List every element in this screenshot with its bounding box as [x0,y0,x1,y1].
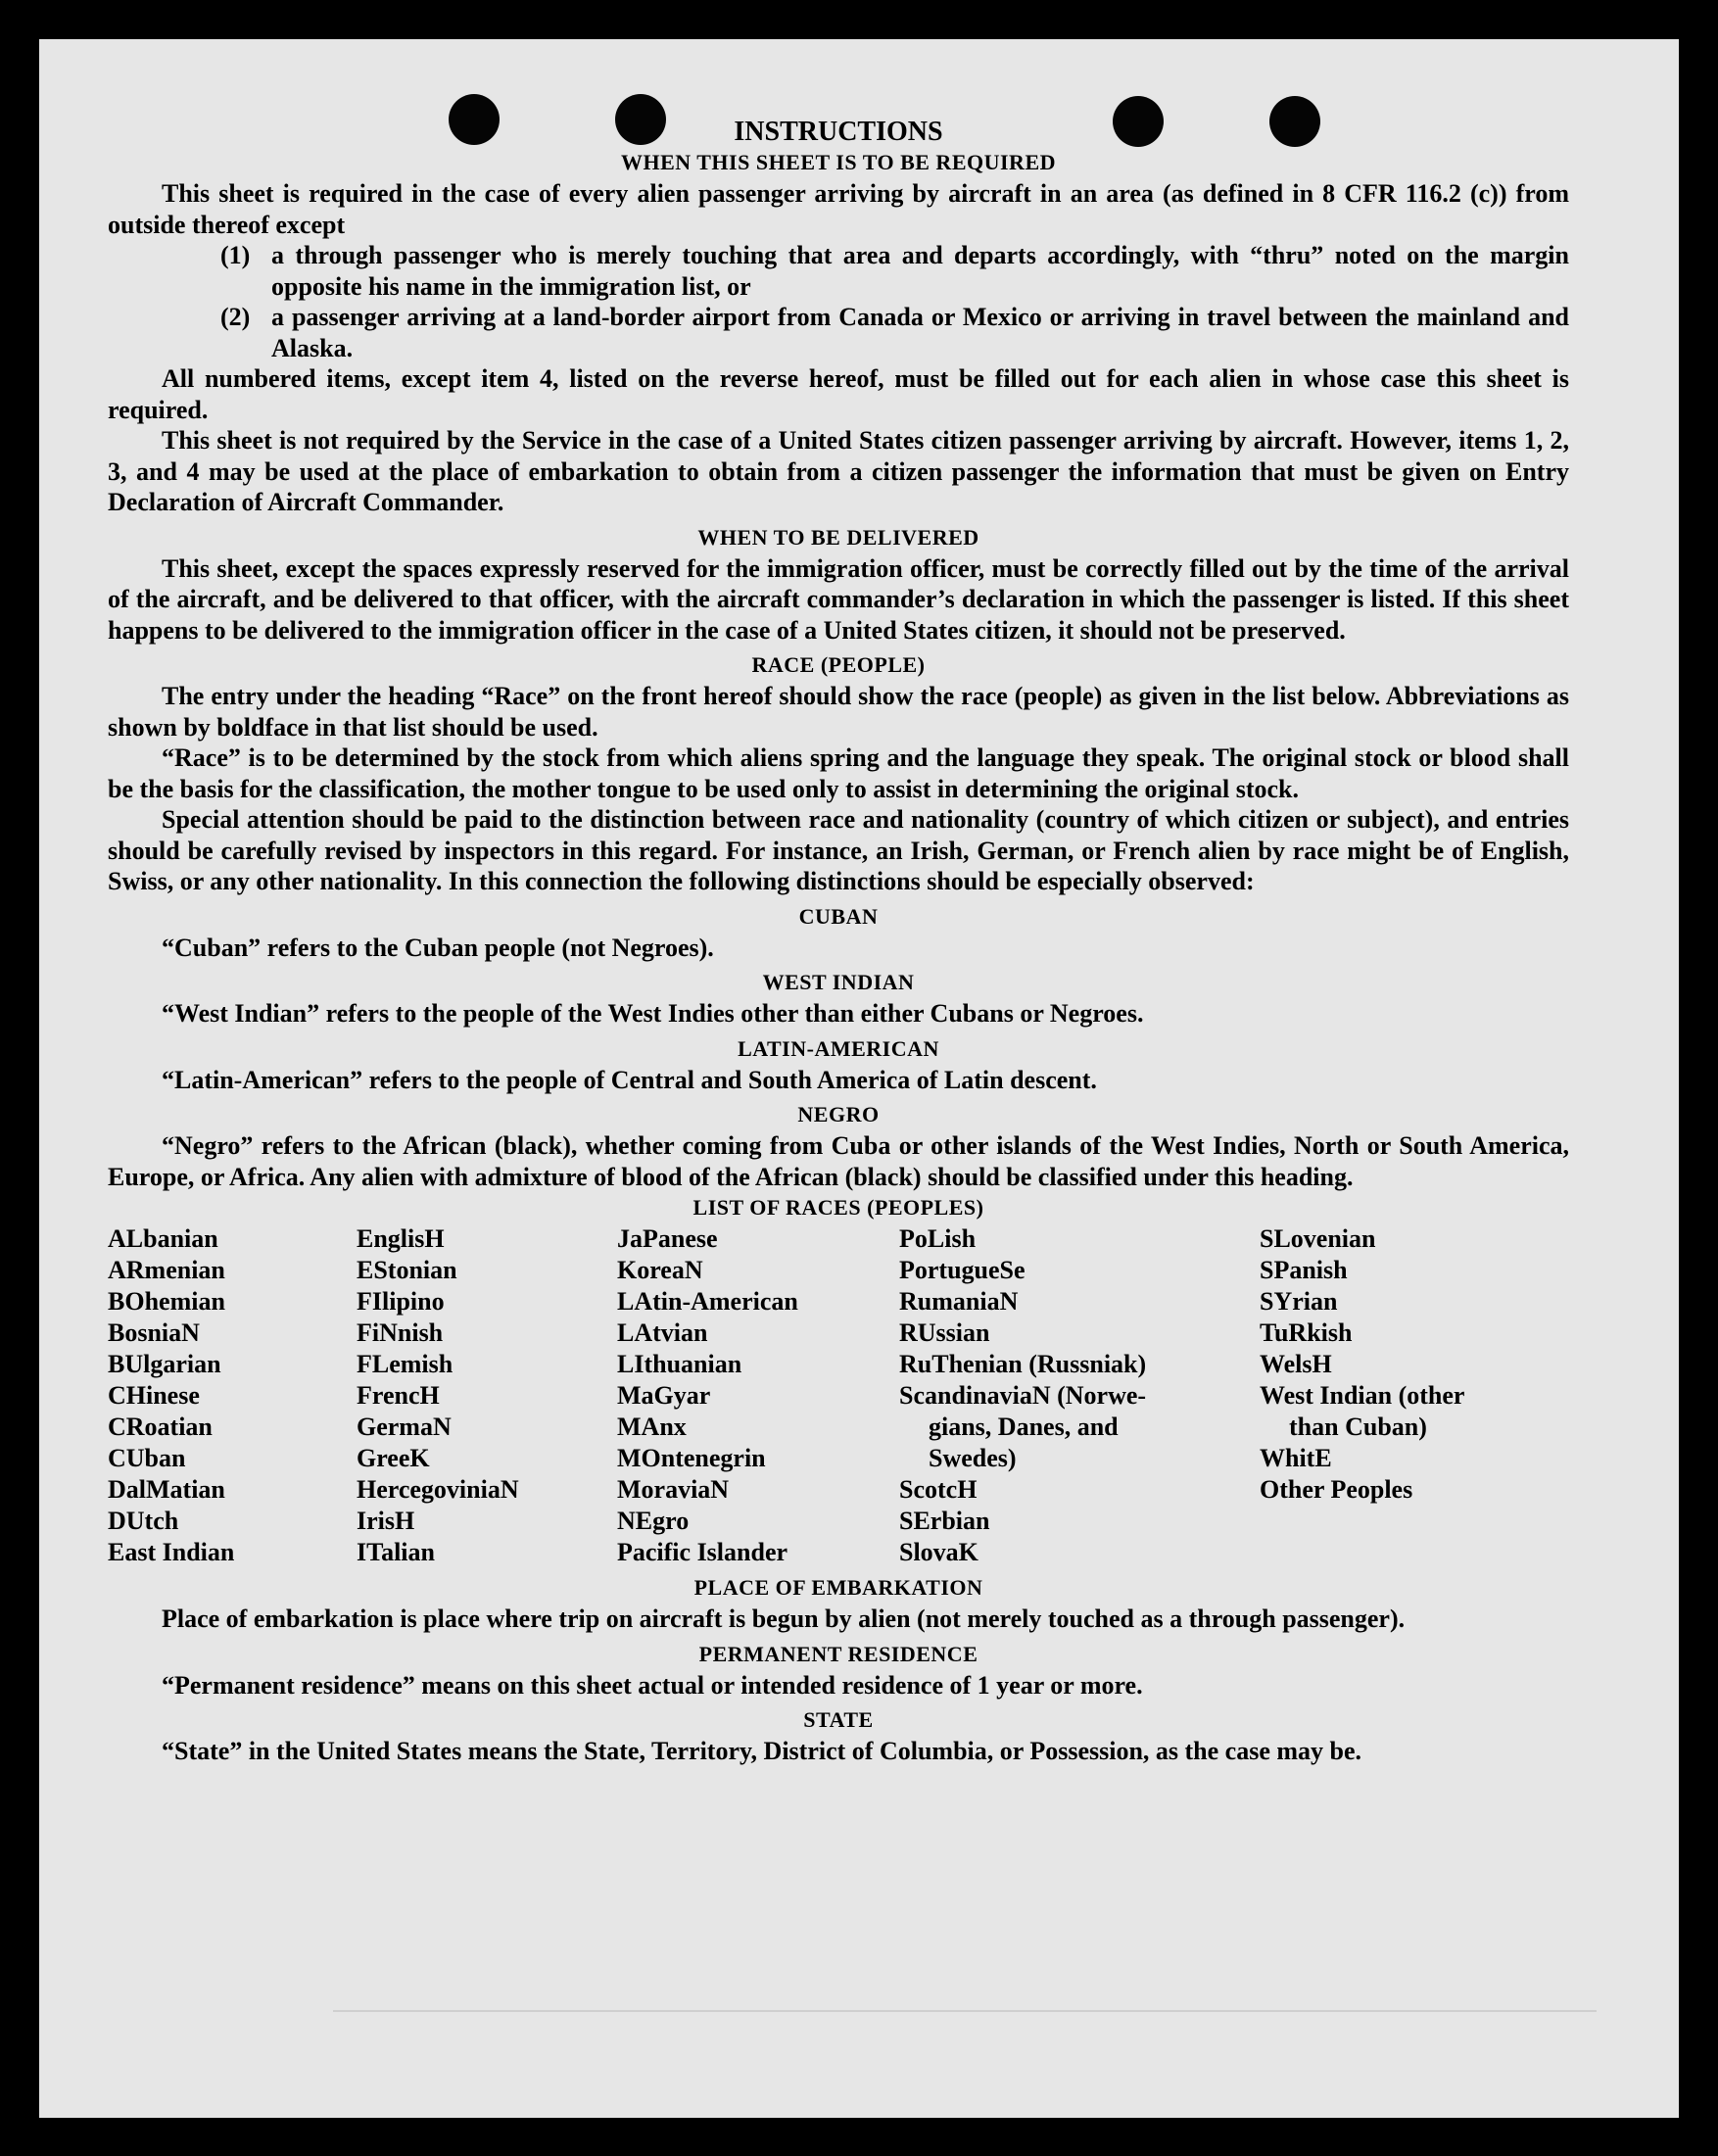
race-entry: EStonian [357,1256,457,1284]
race-entry: ScandinaviaN (Norwe- [899,1381,1147,1410]
section-heading-required: WHEN THIS SHEET IS TO BE REQUIRED [620,150,1057,174]
paragraph: “Latin-American” refers to the people of Central and South America of Latin descent. [162,1065,1097,1094]
race-entry: DUtch [108,1507,179,1535]
races-column [357,1223,617,1568]
paragraph: “Permanent residence” means on this sheet actual or intended residence of 1 year or more. [162,1670,1143,1700]
race-entry: RumaniaN [899,1287,1019,1316]
race-entry: KoreaN [617,1256,703,1284]
race-entry: West Indian (other [1260,1381,1465,1410]
race-entry: NEgro [617,1507,690,1535]
race-entry: ARmenian [108,1256,225,1284]
paragraph: “West Indian” refers to the people of the West Indies other than either Cubans or Negroes. [162,999,1144,1028]
section-heading-cuban: CUBAN [798,903,879,929]
section-heading-delivered: WHEN TO BE DELIVERED [697,524,979,550]
race-entry: gians, Danes, and [929,1413,1119,1441]
paragraph: Special attention should be paid to the distinction between race and nationality (country of which citizen or subject), and entries should be carefully revised by inspectors in this regard. For instance, an Irish, German, or French alien by race might be of English, Swiss, or any other nationality. In this connection the following distinctions should be especially observed: [108,805,1569,895]
race-entry: FIlipino [357,1287,445,1316]
race-entry: East Indian [108,1538,235,1566]
divider [333,2010,1597,2012]
paragraph: “Race” is to be determined by the stock from which aliens spring and the language they speak. The original stock or blood shall be the basis for the classification, the mother tongue to be used only to assist in determining the original stock. [108,743,1569,803]
paragraph: “Cuban” refers to the Cuban people (not Negroes). [162,933,714,962]
race-entry: WhitE [1260,1444,1332,1472]
race-entry: SlovaK [899,1538,978,1566]
paragraph: This sheet is required in the case of every alien passenger arriving by aircraft in an area (as defined in 8 CFR 116.2 (c)) from outside thereof except [108,179,1569,239]
race-entry: PoLish [899,1224,977,1253]
race-entry: Swedes) [929,1444,1017,1472]
page-title: INSTRUCTIONS [734,117,943,147]
instructions-body [108,116,1569,1767]
paragraph: This sheet, except the spaces expressly reserved for the immigration officer, must be correctly filled out by the time of the arrival of the aircraft, and be delivered to that officer, with the aircraft commander’s declaration in which the passenger is listed. If this sheet happens to be delivered to the immigration officer in the case of a United States citizen, it should not be preserved. [108,553,1569,645]
paragraph: “State” in the United States means the State, Territory, District of Columbia, or Possession, as the case may be. [162,1737,1362,1765]
race-entry: HercegoviniaN [357,1475,519,1504]
list-item [220,302,1569,363]
list-item-text: a passenger arriving at a land-border airport from Canada or Mexico or arriving in travel between the mainland and Alaska. [271,303,1569,362]
race-entry: MaGyar [617,1381,711,1410]
races-list [108,1223,1569,1568]
race-entry: ITalian [357,1538,435,1566]
races-column [1260,1223,1569,1568]
race-entry: MOntenegrin [617,1444,766,1472]
race-entry: ALbanian [108,1224,218,1253]
section-heading-embarkation: PLACE OF EMBARKATION [693,1575,983,1600]
race-entry: Other Peoples [1260,1475,1413,1504]
race-entry: RuThenian (Russniak) [899,1350,1147,1378]
race-entry: LIthuanian [617,1350,742,1378]
race-entry: FiNnish [357,1318,444,1347]
race-entry: CRoatian [108,1413,213,1441]
races-column [108,1223,357,1568]
race-entry: CUban [108,1444,186,1472]
race-entry: RUssian [899,1318,990,1347]
race-entry: MoraviaN [617,1475,730,1504]
list-item-text: a through passenger who is merely touching that area and departs accordingly, with “thru” noted on the margin opposite his name in the immigration list, or [271,241,1569,301]
race-entry: DalMatian [108,1475,225,1504]
race-entry: EnglisH [357,1224,445,1253]
paragraph: This sheet is not required by the Service in the case of a United States citizen passenger arriving by aircraft. However, items 1, 2, 3, and 4 may be used at the place of embarkation to obtain from a citizen passenger the information that must be given on Entry Declaration of Aircraft Commander. [108,426,1569,516]
race-entry: JaPanese [617,1224,718,1253]
section-heading-latin-american: LATIN-AMERICAN [738,1035,939,1061]
section-heading-races-list: LIST OF RACES (PEOPLES) [692,1195,984,1220]
section-heading-west-indian: WEST INDIAN [762,970,915,994]
race-entry: WelsH [1260,1350,1332,1378]
list-item-number: (2) [220,303,251,331]
races-column [899,1223,1260,1568]
race-entry: SErbian [899,1507,990,1535]
race-entry: SYrian [1260,1287,1338,1316]
section-heading-state: STATE [803,1707,874,1732]
race-entry: PortugueSe [899,1256,1026,1284]
section-heading-negro: NEGRO [797,1102,880,1126]
section-heading-race: RACE (PEOPLE) [751,652,926,677]
race-entry: Pacific Islander [617,1538,788,1566]
race-entry: LAtvian [617,1318,708,1347]
race-entry: ScotcH [899,1475,978,1504]
race-entry: GreeK [357,1444,430,1472]
race-entry: CHinese [108,1381,200,1410]
paragraph: “Negro” refers to the African (black), whether coming from Cuba or other islands of the West Indies, North or South America, Europe, or Africa. Any alien with admixture of blood of the African (black) should be classified under this heading. [108,1131,1569,1191]
paragraph: Place of embarkation is place where trip on aircraft is begun by alien (not merely touched as a through passenger). [162,1605,1406,1633]
races-column [617,1223,899,1568]
race-entry: than Cuban) [1289,1413,1427,1441]
race-entry: BOhemian [108,1287,225,1316]
race-entry: BUlgarian [108,1350,221,1378]
race-entry: SPanish [1260,1256,1348,1284]
paragraph: All numbered items, except item 4, listed on the reverse hereof, must be filled out for each alien in whose case this sheet is required. [108,364,1569,424]
race-entry: GermaN [357,1413,452,1441]
race-entry: IrisH [357,1507,415,1535]
race-entry: BosniaN [108,1318,200,1347]
paragraph: The entry under the heading “Race” on the front hereof should show the race (people) as given in the list below. Abbreviations as shown by boldface in that list should be used. [108,682,1569,742]
section-heading-residence: PERMANENT RESIDENCE [698,1641,978,1666]
race-entry: MAnx [617,1413,687,1441]
race-entry: TuRkish [1260,1318,1353,1347]
race-entry: LAtin-American [617,1287,798,1316]
race-entry: SLovenian [1260,1224,1376,1253]
race-entry: FrencH [357,1381,440,1410]
list-item-number: (1) [220,241,251,269]
race-entry: FLemish [357,1350,453,1378]
list-item [220,240,1569,302]
